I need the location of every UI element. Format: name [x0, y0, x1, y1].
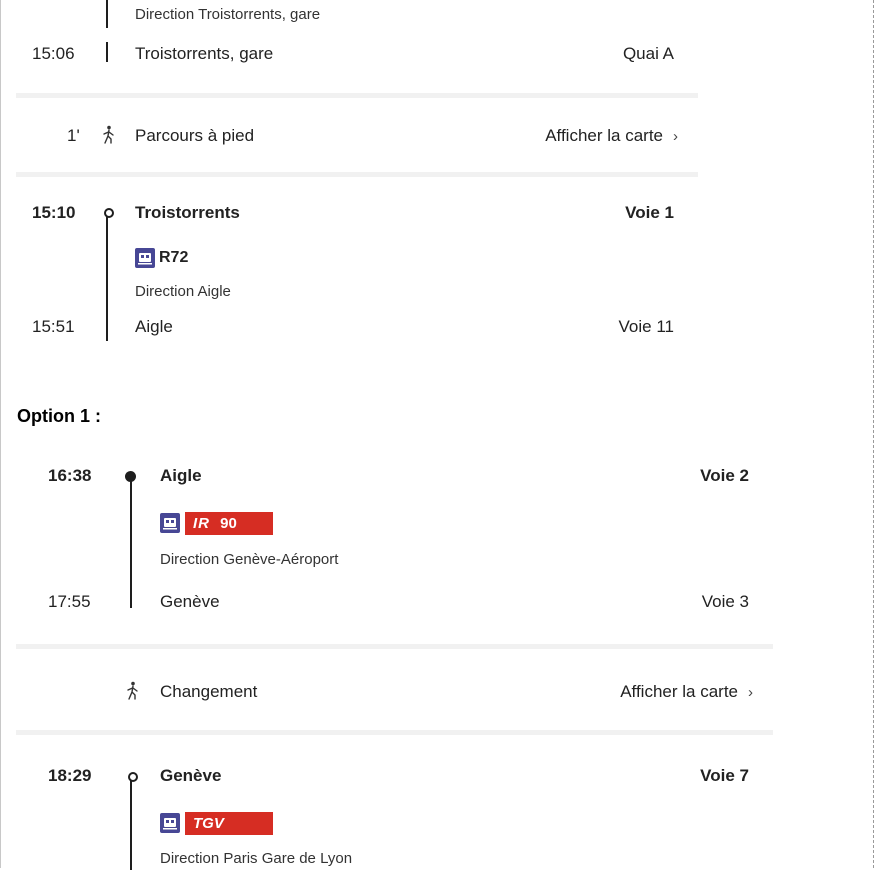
walking-person-icon: [100, 125, 118, 145]
departure-stop[interactable]: Genève: [160, 766, 222, 785]
route-line: [130, 478, 132, 608]
chevron-right-icon: ›: [673, 128, 678, 145]
chevron-right-icon: ›: [748, 684, 753, 701]
line-name[interactable]: R72: [159, 249, 189, 266]
train-icon: [135, 248, 155, 268]
walk-duration: 1': [67, 126, 80, 145]
show-map-label[interactable]: Afficher la carte: [545, 126, 663, 145]
separator: [16, 730, 773, 735]
departure-time: 18:29: [48, 766, 92, 785]
change-label: Changement: [160, 682, 258, 701]
departure-stop[interactable]: Troistorrents: [135, 203, 240, 222]
arrival-stop[interactable]: Genève: [160, 592, 220, 611]
direction-label: Direction Aigle: [135, 283, 231, 300]
walking-person-icon: [124, 681, 142, 701]
direction-label: Direction Paris Gare de Lyon: [160, 850, 353, 867]
line-number: 90: [220, 515, 237, 532]
show-map-link[interactable]: [545, 126, 678, 146]
train-icon: [160, 513, 180, 533]
arrival-track: Quai A: [622, 44, 674, 63]
show-map-link[interactable]: [620, 682, 753, 702]
departure-time: 16:38: [48, 466, 92, 485]
arrival-track: Voie 11: [618, 317, 674, 336]
separator: [16, 172, 698, 177]
line-badge[interactable]: [185, 512, 273, 535]
arrival-track: Voie 3: [701, 592, 749, 611]
route-line: [130, 780, 132, 870]
route-line: [106, 216, 108, 341]
arrival-stop[interactable]: Troistorrents, gare: [135, 44, 274, 63]
direction-label: Direction Troistorrents, gare: [135, 6, 321, 23]
route-line-end: [106, 42, 108, 62]
arrival-time: 15:06: [32, 44, 75, 63]
arrival-stop[interactable]: Aigle: [135, 317, 173, 336]
departure-track: Voie 2: [700, 466, 749, 485]
walk-label: Parcours à pied: [135, 126, 255, 145]
arrival-time: 17:55: [48, 592, 91, 611]
direction-label: Direction Genève-Aéroport: [160, 551, 339, 568]
route-line: [106, 0, 108, 28]
arrival-time: 15:51: [32, 317, 75, 336]
departure-time: 15:10: [32, 203, 76, 222]
line-badge[interactable]: [185, 812, 273, 835]
departure-track: Voie 7: [700, 766, 749, 785]
option-title: Option 1 :: [17, 406, 101, 426]
departure-stop[interactable]: Aigle: [160, 466, 202, 485]
separator: [16, 93, 698, 98]
separator: [16, 644, 773, 649]
line-prefix: IR: [193, 515, 210, 532]
line-name: TGV: [193, 815, 224, 832]
departure-track: Voie 1: [625, 203, 674, 222]
show-map-label[interactable]: Afficher la carte: [620, 682, 738, 701]
train-icon: [160, 813, 180, 833]
